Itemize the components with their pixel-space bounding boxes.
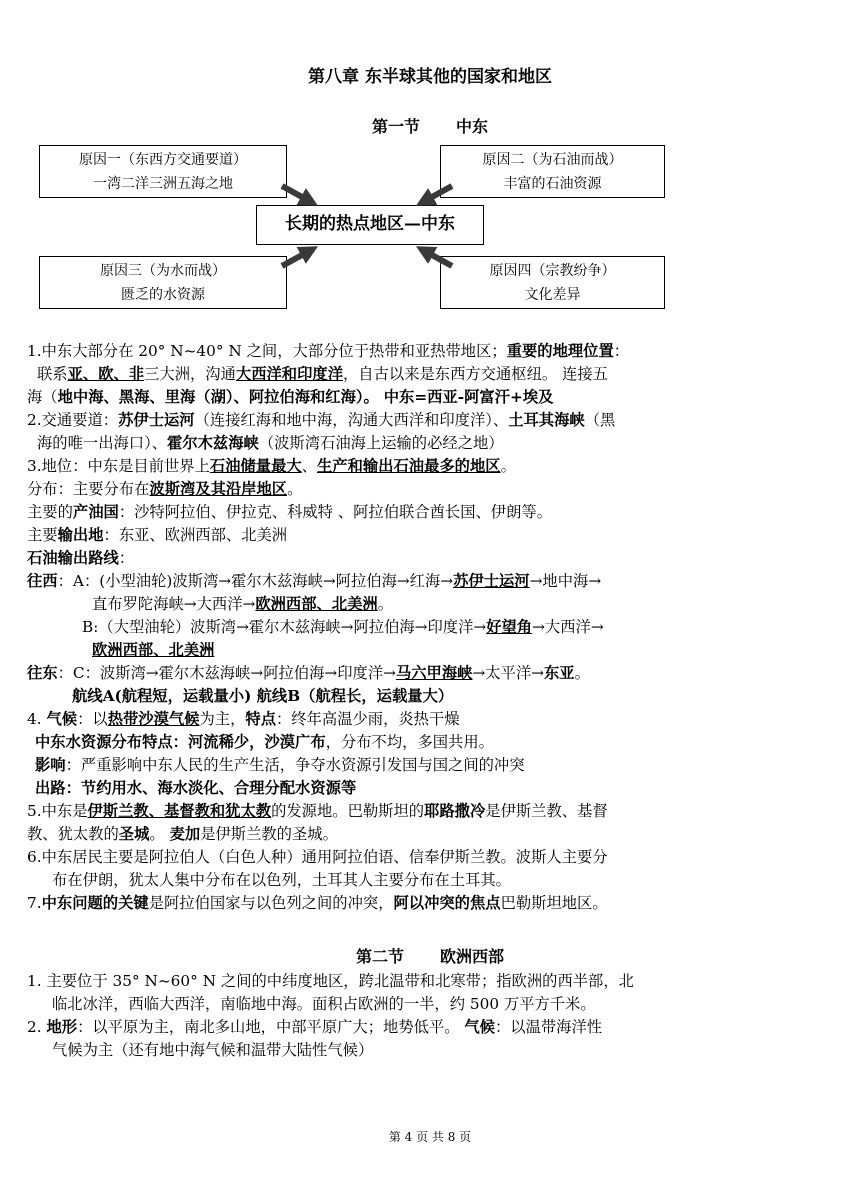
emphasis-text: 伊斯兰教、基督教和犹太教 (87, 802, 272, 820)
text-run: 主要的 (27, 503, 73, 521)
text-run: ：以平原为主，南北多山地，中部平原广大；地势低平。 (77, 1018, 465, 1036)
section-2-heading (0, 944, 860, 967)
text-run: ：终年高温少雨，炎热干燥 (276, 710, 460, 728)
text-run: 巴勒斯坦地区。 (500, 894, 608, 912)
emphasis-text: 气候 (46, 710, 78, 728)
text-run: （波斯湾石油海上运输的必经之地） (258, 434, 504, 452)
text-line (27, 1016, 602, 1038)
text-line (27, 455, 516, 477)
text-run: 2.交通要道： (27, 411, 119, 429)
section-2-name: 欧洲西部 (440, 947, 505, 966)
text-line (27, 570, 601, 592)
reason-2-title: 原因二（为石油而战） (482, 152, 623, 168)
emphasis-text: 产油国 (72, 503, 119, 521)
text-line (37, 432, 504, 454)
arrow-from-reason-4 (421, 249, 452, 266)
emphasis-text: 热带沙漠气候 (107, 710, 200, 728)
text-run: 直布罗陀海峡→大西洋→ (92, 595, 256, 613)
text-run: 临北冰洋，西临大西洋，南临地中海。面积占欧洲的一半，约 500 万平方千米。 (52, 995, 596, 1013)
text-run: 的发源地。巴勒斯坦的 (271, 802, 425, 820)
text-run: 教、犹太教的 (27, 825, 119, 843)
text-line (27, 846, 608, 868)
text-line (27, 823, 338, 845)
emphasis-text: 往东 (27, 664, 58, 682)
text-line (27, 478, 302, 500)
emphasis-text: 亚、欧、非 (67, 365, 145, 383)
text-run: 三大洲，沟通 (144, 365, 236, 383)
text-run: 海的唯一出海口）、 (37, 434, 168, 452)
text-run: ，自古以来是东西方交通枢纽。 连接五 (343, 365, 608, 383)
page-footer: 第 4 页 共 8 页 (388, 1130, 472, 1144)
text-run: ，分布不均，多国共用。 (325, 733, 494, 751)
emphasis-text: 中东问题的关键 (41, 894, 149, 912)
text-line (27, 970, 634, 992)
text-run: 气候为主（还有地中海气候和温带大陆性气候） (52, 1041, 374, 1059)
text-run: 1.中东大部分在 20° N~40° N 之间，大部分位于热带和亚热带地区； (27, 342, 507, 360)
text-run: 是伊斯兰教的圣城。 (200, 825, 338, 843)
emphasis-text: 特点 (245, 710, 276, 728)
diagram-arrows (0, 0, 860, 330)
text-run: ：以温带海洋性 (494, 1018, 603, 1036)
text-line (27, 524, 287, 546)
emphasis-text: 航线A(航程短，运载量小) 航线B（航程长，运载量大） (72, 687, 454, 705)
text-run: 。 (574, 664, 590, 682)
text-run: 5.中东是 (27, 802, 88, 820)
text-line (27, 800, 608, 822)
text-line (92, 639, 214, 661)
text-run: （黑 (584, 411, 616, 429)
text-run: 是伊斯兰教、基督 (485, 802, 608, 820)
text-run: ：以 (77, 710, 108, 728)
text-run: ：A：(小型油轮)波斯湾→霍尔木兹海峡→阿拉伯海→红海→ (57, 572, 454, 590)
text-run: 。 (500, 457, 516, 475)
text-run: 3.地位：中东是目前世界上 (27, 457, 210, 475)
arrow-from-reason-2 (421, 186, 452, 203)
center-box: 长期的热点地区—中东 (256, 205, 484, 245)
text-line (27, 892, 608, 914)
text-line (72, 685, 453, 707)
section-1-name: 中东 (456, 117, 489, 136)
emphasis-text: 生产和输出石油最多的地区 (316, 457, 501, 475)
text-run: ： (613, 342, 630, 360)
reason-1-title: 原因一（东西方交通要道） (79, 152, 247, 168)
emphasis-text: 中东=西亚-阿富汗+埃及 (383, 388, 554, 406)
emphasis-text: 东亚 (543, 664, 575, 682)
text-line (52, 869, 511, 891)
emphasis-text: 马六甲海峡 (395, 664, 473, 682)
text-run: 。 (149, 825, 170, 843)
text-run: →太平洋→ (472, 664, 544, 682)
reason-3-subtitle: 匮乏的水资源 (121, 287, 205, 303)
emphasis-text: 往西 (27, 572, 58, 590)
text-line (27, 501, 552, 523)
emphasis-text: 阿以冲突的焦点 (393, 894, 501, 912)
emphasis-text: 苏伊士运河 (453, 572, 530, 590)
emphasis-text: 圣城 (118, 825, 150, 843)
text-run: ： (118, 549, 135, 567)
emphasis-text: 欧洲西部、北美洲 (92, 641, 215, 659)
text-line (35, 777, 356, 799)
text-run: 分布：主要分布在 (27, 480, 150, 498)
text-run: 1. 主要位于 35° N~60° N 之间的中纬度地区，跨北温带和北寒带；指欧洲的西半部，北 (27, 972, 634, 990)
emphasis-text: 地中海、黑海、里海（湖）、阿拉伯海和红海）。 (57, 388, 379, 406)
text-line (52, 1039, 373, 1061)
reason-3-title: 原因三（为水而战） (100, 263, 226, 279)
text-line (82, 616, 604, 638)
text-run: 7. (27, 894, 42, 912)
reason-2-subtitle: 丰富的石油资源 (503, 176, 602, 192)
emphasis-text: 影响 (35, 756, 66, 774)
text-line (27, 547, 134, 569)
emphasis-text: 石油储量最大 (209, 457, 302, 475)
text-line (27, 409, 615, 431)
text-run: 为主， (199, 710, 246, 728)
text-run: 。 (287, 480, 303, 498)
emphasis-text: 地形 (46, 1018, 78, 1036)
emphasis-text: 耶路撒冷 (424, 802, 486, 820)
text-run: 海（ (27, 388, 58, 406)
emphasis-text: 苏伊士运河 (118, 411, 195, 429)
reason-4-title: 原因四（宗教纷争） (489, 263, 616, 279)
text-run: →大西洋→ (532, 618, 604, 636)
section-2-number: 第二节 (355, 947, 404, 966)
text-run: ：严重影响中东人民的生产生活，争夺水资源引发国与国之间的冲突 (65, 756, 525, 774)
emphasis-text: 中东水资源分布特点：河流稀少，沙漠广布 (35, 733, 326, 751)
text-line (92, 593, 393, 615)
emphasis-text: 波斯湾及其沿岸地区 (149, 480, 288, 498)
text-line (35, 754, 525, 776)
chapter-title: 第八章 东半球其他的国家和地区 (308, 67, 552, 87)
reason-4-subtitle: 文化差异 (524, 287, 581, 303)
text-line (27, 708, 460, 730)
text-run: ：东亚、欧洲西部、北美洲 (103, 526, 288, 544)
text-run: ：C：波斯湾→霍尔木兹海峡→阿拉伯海→印度洋→ (57, 664, 396, 682)
section-1-number: 第一节 (371, 117, 420, 136)
reason-1-subtitle: 一湾二洋三洲五海之地 (93, 176, 233, 192)
text-run: 4. (27, 710, 47, 728)
emphasis-text: 气候 (464, 1018, 495, 1036)
emphasis-text: 大西洋和印度洋 (235, 365, 343, 383)
text-run: 布在伊朗，犹太人集中分布在以色列，土耳其人主要分布在土耳其。 (52, 871, 511, 889)
emphasis-text: 好望角 (486, 618, 533, 636)
text-line (27, 340, 629, 362)
text-line (37, 363, 608, 385)
emphasis-text: 土耳其海峡 (508, 411, 585, 429)
emphasis-text: 石油输出路线 (27, 549, 119, 567)
text-line (27, 662, 590, 684)
text-run: 主要 (27, 526, 58, 544)
emphasis-text: 出路：节约用水、海水淡化、合理分配水资源等 (35, 779, 357, 797)
text-run: 、 (301, 457, 317, 475)
text-line (52, 993, 596, 1015)
text-run: 联系 (37, 365, 68, 383)
emphasis-text: 麦加 (169, 825, 201, 843)
text-run: ：沙特阿拉伯、伊拉克、科威特 、阿拉伯联合酋长国、伊朗等。 (118, 503, 552, 521)
arrow-from-reason-1 (282, 186, 313, 203)
arrow-from-reason-3 (282, 249, 313, 266)
text-line (27, 386, 553, 408)
text-run: →地中海→ (529, 572, 602, 590)
text-run: 6.中东居民主要是阿拉伯人（白色人种）通用阿拉伯语、信奉伊斯兰教。波斯人主要分 (27, 848, 608, 866)
text-line (35, 731, 494, 753)
text-run: （连接红海和地中海，沟通大西洋和印度洋）、 (194, 411, 509, 429)
emphasis-text: 输出地 (57, 526, 104, 544)
text-run: 2. (27, 1018, 47, 1036)
text-run: 是阿拉伯国家与以色列之间的冲突， (148, 894, 394, 912)
text-run: 。 (377, 595, 394, 613)
text-run: B:（大型油轮）波斯湾→霍尔木兹海峡→阿拉伯海→印度洋→ (82, 618, 487, 636)
emphasis-text: 欧洲西部、北美洲 (255, 595, 378, 613)
emphasis-text: 重要的地理位置 (506, 342, 614, 360)
emphasis-text: 霍尔木兹海峡 (167, 434, 259, 452)
